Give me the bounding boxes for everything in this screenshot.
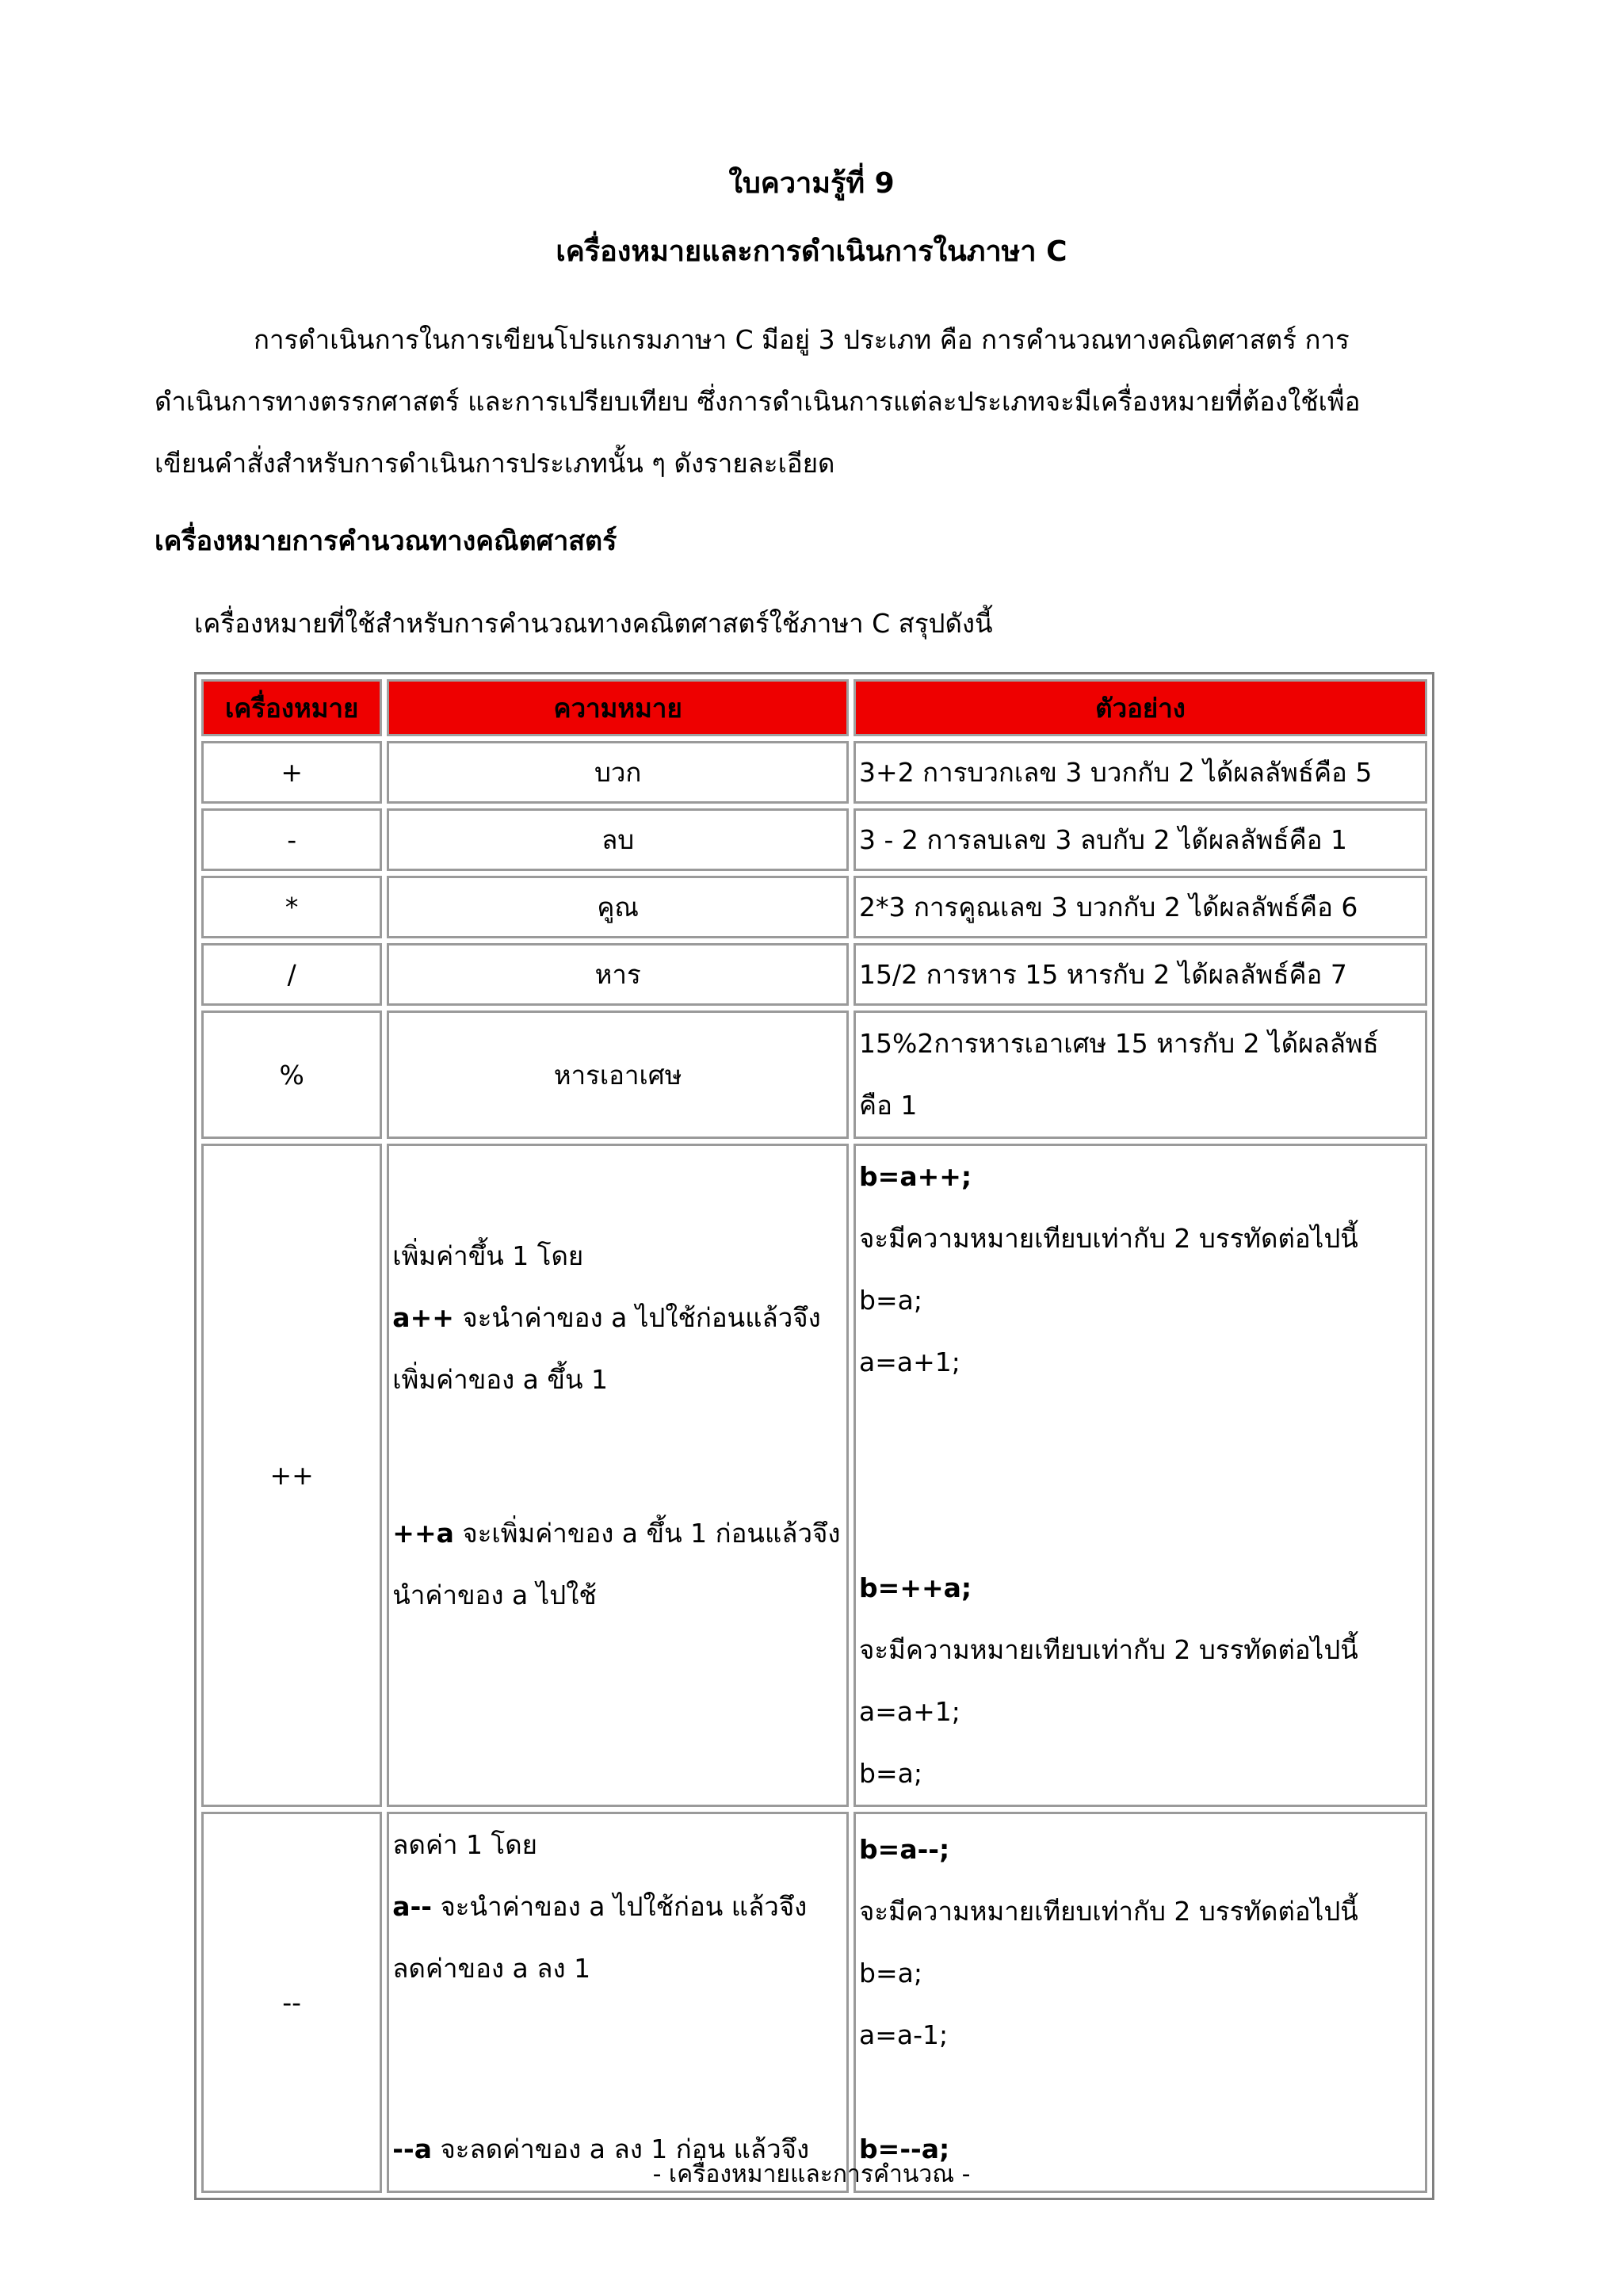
example-line: คือ 1 [859,1090,918,1121]
cell-meaning [387,1812,849,2193]
meaning-line: a++ จะนำค่าของ a ไปใช้ก่อนแล้วจึง [392,1302,821,1333]
cell-symbol: - [201,808,382,871]
cell-symbol: + [201,741,382,804]
intro-line-2: ดำเนินการทางตรรกศาสตร์ และการเปรียบเทียบ ซึ่งการดำเนินการแต่ละประเภทจะมีเครื่องหมายที่ต้องใช้เพื่อ [155,386,1361,417]
operators-table [194,672,1434,2200]
meaning-line: ลดค่าของ a ลง 1 [392,1953,591,1984]
section-heading: เครื่องหมายการคำนวณทางคณิตศาสตร์ [155,525,617,557]
cell-symbol: % [201,1010,382,1139]
cell-meaning: ลบ [387,808,849,871]
table-row [201,741,1427,804]
cell-example: 3 - 2 การลบเลข 3 ลบกับ 2 ได้ผลลัพธ์คือ 1 [854,808,1427,871]
intro-line-1: การดำเนินการในการเขียนโปรแกรมภาษา C มีอยู่ 3 ประเภท คือ การคำนวณทางคณิตศาสตร์ การ [254,324,1350,355]
table-row [201,1812,1427,2193]
code-line: a=a+1; [859,1347,960,1377]
section-lead: เครื่องหมายที่ใช้สำหรับการคำนวณทางคณิตศาสตร์ใช้ภาษา C สรุปดังนี้ [194,608,993,639]
meaning-line: เพิ่มค่าขึ้น 1 โดย [392,1240,584,1271]
table-row [201,876,1427,938]
code-line: b=a; [859,1758,922,1789]
header-meaning: ความหมาย [387,679,849,736]
cell-example [854,1010,1427,1139]
code-line: b=++a; [859,1572,972,1603]
cell-meaning: บวก [387,741,849,804]
cell-meaning: หาร [387,943,849,1006]
example-line: จะมีความหมายเทียบเท่ากับ 2 บรรทัดต่อไปนี้ [859,1223,1358,1254]
header-symbol: เครื่องหมาย [201,679,382,736]
code-line: a=a-1; [859,2019,949,2050]
cell-example: 3+2 การบวกเลข 3 บวกกับ 2 ได้ผลลัพธ์คือ 5 [854,741,1427,804]
cell-example [854,1144,1427,1807]
meaning-line: ลดค่า 1 โดย [392,1829,538,1860]
intro-paragraph [155,309,1474,495]
cell-symbol: * [201,876,382,938]
meaning-line: a-- จะนำค่าของ a ไปใช้ก่อน แล้วจึง [392,1891,808,1922]
example-line: 15%2การหารเอาเศษ 15 หารกับ 2 ได้ผลลัพธ์ [859,1028,1379,1059]
cell-symbol: / [201,943,382,1006]
cell-meaning [387,1144,849,1807]
cell-meaning: หารเอาเศษ [387,1010,849,1139]
page-subtitle: เครื่องหมายและการดำเนินการในภาษา C [556,235,1067,268]
code-line: b=a; [859,1958,922,1988]
cell-example: 15/2 การหาร 15 หารกับ 2 ได้ผลลัพธ์คือ 7 [854,943,1427,1006]
table-row [201,1010,1427,1139]
code-line: b=a++; [859,1161,972,1192]
table-header-row [201,679,1427,736]
table-row [201,808,1427,871]
cell-symbol: ++ [201,1144,382,1807]
code-line: b=a; [859,1285,922,1316]
code-line: b=a--; [859,1834,950,1865]
cell-example [854,1812,1427,2193]
intro-line-3: เขียนคำสั่งสำหรับการดำเนินการประเภทนั้น ๆ ดังรายละเอียด [155,448,835,479]
cell-example: 2*3 การคูณเลข 3 บวกกับ 2 ได้ผลลัพธ์คือ 6 [854,876,1427,938]
page-footer: - เครื่องหมายและการคำนวณ - [652,2160,971,2188]
example-line: จะมีความหมายเทียบเท่ากับ 2 บรรทัดต่อไปนี้ [859,1896,1358,1927]
meaning-line: เพิ่มค่าของ a ขึ้น 1 [392,1364,608,1395]
cell-meaning: คูณ [387,876,849,938]
table-row [201,1144,1427,1807]
code-line: a=a+1; [859,1696,960,1727]
cell-symbol: -- [201,1812,382,2193]
page-title: ใบความรู้ที่ 9 [728,167,895,200]
meaning-line: นำค่าของ a ไปใช้ [392,1580,597,1610]
code-line: b=--a; [859,2134,950,2164]
table-row [201,943,1427,1006]
meaning-line: ++a จะเพิ่มค่าของ a ขึ้น 1 ก่อนแล้วจึง [392,1518,841,1549]
meaning-line: --a จะลดค่าของ a ลง 1 ก่อน แล้วจึง [392,2134,810,2164]
example-line: จะมีความหมายเทียบเท่ากับ 2 บรรทัดต่อไปนี้ [859,1634,1358,1665]
header-example: ตัวอย่าง [854,679,1427,736]
